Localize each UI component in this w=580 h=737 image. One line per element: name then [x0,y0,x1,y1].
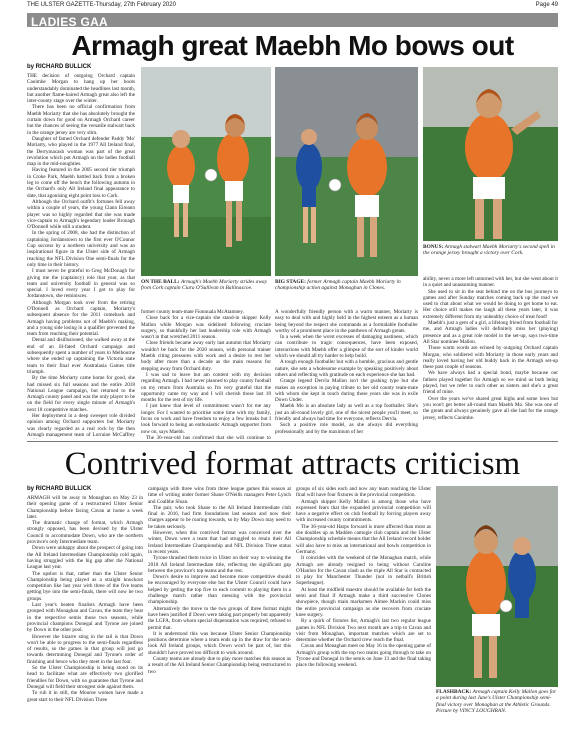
paragraph: Her deployment in a deep sweeper role divided opinion among Orchard supporters but Moriarty was clearly regarded as a real rock by the then Armagh management team of Lorraine McCaffrey [27,413,135,438]
paragraph: The upshot is that, rather than the Ulster Senior Championship being played as a straight knockout competition like last year with three of the five teams getting bye into the semi-finals, there will now be two groups. [27,570,143,602]
paragraph: Cavan and Monaghan meet on May 16 in the opening game of Armagh's group with the top two teams going through to take on Tyrone and Donegal in the semis on June 13 and the final taking place the following weekend. [296,643,431,669]
story1-column-2 [141,309,271,439]
paragraph: At least the midfield maestro should be available for both the semi and final if Armagh make a third successive Clones showpiece, though main marksmen Aimee Mackin could miss the entire provincial campaign as she recovers from cruciate knee surgery. [296,586,431,618]
paragraph: ARMAGH will be away to Monaghan on May 23 in their opening game of a restructured Ulster Senior Championship before facing Cavan at home a week later. [27,495,143,520]
paragraph: Those warm words are echoed by outgoing Orchard captain Morgan, who soldiered with Moriarty in those early years and really loved having her old buddy back in the Armagh set-up these past couple of seasons. [423,345,558,371]
paragraph: A wonderfully friendly person with a warm manner, Moriarty is easy to deal with and highly held in the highest esteem as a human being beyond the respect she commands as a formidable footballer worthy of a prominent place in the pantheon of Armagh greats. [275,309,418,334]
paragraph: It is understood this was because Ulster Senior Championship positions determine where a team ends up in the draw for the next-look All Ireland groups, which Down won't be part of, but this shouldn't have proved too difficult to work around. [148,630,291,656]
caption-lead: BIG STAGE: [275,279,306,285]
paragraph: We have always had a special bond, maybe because our fathers played together for Armagh so we mind us both being played, but we refer to each other as sisters and she's a great friend of mine. [423,370,558,396]
paragraph: ability, never a more left unturned with her, but she went about it in a quiet and unassuming manner. [423,276,558,289]
caption-text: former Armagh captain Maebh Moriarty in championship action against Monaghan in Clones. [275,279,401,292]
paragraph: Grange legend Dervla Mallon isn't the gushing type but she makes an exception in paying tribute to her old county team-mate with whom she kept in touch during those years she was in exile Down Under. [275,378,418,404]
caption-on-the-ball [141,279,271,309]
paragraph: Maebh Mo is an absolute lady as well as a top footballer. She's just an all-round lovely girl, one of the nicest people you'll meet, so friendly and always had time for everyone, reflects Dervla. [275,403,418,423]
paragraph: There has been no official confirmation from Maebh Moriarty that she has absolutely brought the curtain down for good on Armagh Orchard career but the chances of seeing the versatile stalwart back in the orange jersey are very slim. [27,104,135,136]
paragraph: So the Ulster Championship is being stood on its head to facilitate what are effectively two glorified friendlies for Down, with no guarantee that Tyrone and Donegal will field their strongest side against them. [27,665,143,690]
paragraph: The 36-year-old Harps forward is more affected than most as she doubles up as Madden camogie club captain and the Ulster Championship schedule means that the All Ireland record holder will also have to miss an international and bowls competition in Germany. [296,523,431,555]
paragraph: Down were unhappy about the prospect of going into the All Ireland Intermediate Championship cold again, having struggled with the big gap after the National League last year. [27,545,143,571]
caption-lead: ON THE BALL: [141,279,180,285]
paragraph: Although the Orchard outfit's fortunes fell away within a couple of years, the young Clann Eireann player was so highly regarded that she was made vice-captain to Armagh's legendary leader Bronagh O'Donnell while still a student. [27,198,135,231]
caption-bonus [423,244,558,274]
paragraph: former county team-mate Fionnuala McAtamney. [141,309,244,315]
section-label: LADIES GAA [31,15,109,29]
paragraph: However the bizarre sting in the tail is that Down won't be able to progress to the semi-finals regardless of results, so the games in that group will just go towards determining Donegal and Tyrone's order of finishing and hence who they meet in the last four. [27,633,143,665]
story2-column-3 [296,486,431,733]
paragraph: Down's desire to improve and become more competitive should be encouraged by everyone else but the Ulster Council could have helped by getting the top five to each commit to playing them in a challenge match rather than messing with the provincial championship. [148,574,291,606]
paragraph: campaign with three wins from three league games this season at time of writing under former Shane O'Neills managers Peter Lynch and Coalbhe Sloan. [148,486,291,505]
paragraph: Tyrone thrashed them twice in Ulster on their way to winning the 2018 All Ireland Intermediate title, reflecting the significant gap between the province's top teams and the rest. [148,555,291,574]
story2-headline: Contrived format attracts criticism [64,446,521,482]
paragraph: In a week when the worst excesses of damaging nastiness, which can contribute to tragic consequences, have been exposed, interactions with Maebh offer a glimpse of the sort of kinder world which we should all try harder to help build. [275,334,418,360]
paragraph: THE decision of outgoing Orchard captain Caoimhe Morgan to hang up her boots understandably dominated the headlines last month, but another flame-haired Armagh great also left the inter-county stage over the winter. [27,73,135,105]
caption-flashback [436,689,558,733]
caption-text: Armagh stalwart Maebh Moriarty's second spell in the orange jersey brought a victory over Cork. [423,244,555,257]
paragraph: Such a positive role model, as she always did everything professionally and by the maximum of her [275,422,418,435]
story1-column-3 [275,309,418,439]
photo-on-the-ball [141,67,271,276]
story2-column-2 [148,486,291,733]
paragraph: Daughter of famed Orchard defender Paddy 'Mo' Moriarty, who played in the 1977 All Ireland final, the Derrymacash woman was part of the great revolution which put Armagh on the ladies football map in the mid-noughties. [27,135,135,168]
paragraph: By a quirk of fixtures list, Armagh's last two regular league games in NFL Division Two next month are a trip to Cavan and visit from Monaghan, important matches which are set to determine whether the Orchard crew reach the final. [296,618,431,644]
paragraph: The pair, who took Shane to the All Ireland Intermediate club final in 2016, had firm foundations last season and now their charges appear to be roaring towards, so by May Down may need to be taken seriously. [148,504,291,530]
paragraph: Close back for a vice-captain she stand-in skipper Kelly Mallon while Morgan was sidelined following cruciate surgery, so thankfully her last leadership role with Armagh wasn't in that wretched 2011 season. [141,315,271,341]
paragraph: She used to sit in the seat behind me on the bus journeys to games and after Sunday matches coming back up the road we used to chat about what we would be doing to get home to eat. Her choice still makes me laugh all these years later, it was extremely different from my unhealthy choice of treat food! [423,288,558,320]
paragraph: To rub it in still, the Mourne women have made a great start to their NFL Division Three [27,690,143,703]
paragraph: In the spring of 2008, she had the distinction of captaining Jordanstown to the first ever O'Connor Cup success by a northern university and was an inspirational figure in the Ulster side of Armagh reaching the NFL Division One semi-finals for the only time in their history. [27,230,135,268]
paragraph: Last year's beaten finalists Armagh have been grouped with Monaghan and Cavan, the team they beat in the respective semis those two seasons, while provincial champions Donegal and Tyrone are joined by Down in the other pool. [27,602,143,634]
caption-big-stage [275,279,418,309]
paragraph: County teams are already due to play more matches this season as a result of the All Ireland Senior Championship being restructured to two [148,656,291,675]
paragraph: Although Morgan took over from the retiring O'Donnell as Orchard captain, Moriarty's subsequent absence for the 2011 comeback and Armagh having problems not of Maebh's making, and a young side losing in a qualifier prevented the team from reaching their potential. [27,299,135,338]
photo-big-stage [275,67,418,276]
paragraph: Having featured in the 2005 second tier triumph in Croke Park, Maebh battled back from a broken leg to come off the bench the following autumn in the Orchard's only All Ireland final appearance to date, that agonising eight point loss to Cork. [27,167,135,199]
photo-bonus [423,67,558,241]
caption-lead: FLASHBACK: [436,689,472,695]
paragraph: Maebh's just a gem of a girl, a lifelong friend from football for me, and Armagh ladies will definitely miss her (playing) presence and as a great role model in the set-up, says two-time All Star nominee Mallon. [423,320,558,345]
paragraph: groups of six sides each and now any team reaching the Ulster final will have four fixtures in the provincial competition. [296,486,431,499]
paragraph: By the time Moriarty came home for good, she had missed six full seasons and the entire 2018 National League campaign, but returned to the Armagh county panel and was the only player to be on the field for every single minute of Armagh's next 18 competitive matches. [27,375,135,413]
paragraph: The dramatic change of format, which Armagh strongly opposed, has been devised by the Ulster Council to accommodate Down, who are the northern province's only Intermediate team. [27,520,143,546]
paragraph: Alternatively the move to the two groups of three format might have been justified if Down were taking part properly but apparently the LGFA, from whom special dispensation was required, refused to permit that. [148,605,291,631]
paragraph: A tough enough footballer but with a humble, gracious and gentle nature, she sets a wholesome example by speaking positively about others and reflecting with gratitude on each experience she has had. [275,359,418,378]
caption-lead: BONUS: [423,244,444,250]
masthead [0,0,580,11]
paragraph: The 36-year-old has confirmed that she will continue to [146,434,271,439]
paragraph: Over the years we've shared great highs and some lows but you won't get better all-round than Maebh Mo. She was one of the greats and always genuinely gave all she had for the orange jersey, reflects Caoimhe. [423,395,558,421]
page-number: Page 49 [535,2,558,8]
caption-text: Armagh's Maebh Moriarty strides away from Cork captain Ciara O'Sullivan in Ballinascoe. [141,279,268,292]
story1-column-1 [27,73,135,439]
paragraph: Close friends became away early last autumn that Moriarty wouldn't be back for the 2020 season, with personal trainer Maebh citing pressures with work and a desire to rest her body after more than a decade as the main reasons for stepping away from Orchard duty. [141,340,271,372]
paragraph: It coincides with the weekend of the Monaghan match, while Armagh are already resigned to being without Caroline O'Hanlon for the Cavan clash as the triple All Star is contracted to play for Manchester Thunder (not in netball's British Superleague). [296,555,431,587]
paragraph: I must never be grateful to Greg McDonagh for giving me the (captaincy) role that year, as that team and university football in general was so special. I loved every year I got to play for Jordanstown, she reminisces. [27,268,135,300]
paragraph: Armagh skipper Kelly Mallon is among those who have expressed fears that the expanded provincial competition will have a negative effect on club football by forcing players away with increased county commitments. [296,498,431,524]
masthead-date: THE ULSTER GAZETTE-Thursday, 27th February 2020 [27,2,176,8]
story1-headline: Armagh great Maebh Mo bows out [71,30,514,61]
caption-text: Armagh captain Kelly Mallon goes for a point during last June's Ulster Championship semi-final victory over Monaghan at the Athletic Grounds. Picture by VINCY LOUGHRAN. [436,689,557,714]
story2-byline: by RICHARD BULLICK [27,486,92,492]
story-divider [27,441,558,442]
section-banner [27,13,558,27]
paragraph: However, when this contrived format was conceived over the winter, Down were a team that had struggled to retain their All Ireland Intermediate Championship and NFL Division Three status in recent years. [148,530,291,555]
story1-column-4 [423,276,558,439]
paragraph: Dental and disillusioned, she walked away at the end of an ill-fated Orchard campaign and subsequently spent a number of years in Melbourne where she ended up captaining the Victoria state team to their final ever Australasia Games title triumph. [27,337,135,375]
paragraph: I was sad to leave but am content with my decision regarding Armagh. I had never planned to play county football on my return from Australia so I'm very grateful that the opportunity came my way and I will cherish those last 18 months for the rest of my life. [141,371,271,404]
photo-flashback [436,486,558,687]
story2-column-1 [27,495,143,733]
paragraph: I just knew that level of commitment wasn't for me any longer. For I wanted to prioritise some time with my family, focus on work and have freedom to enjoy a few breaks but I look forward to being an enthusiastic Armagh supporter from now on, says Maebh. [141,403,271,435]
story1-byline: by RICHARD BULLICK [27,64,92,70]
